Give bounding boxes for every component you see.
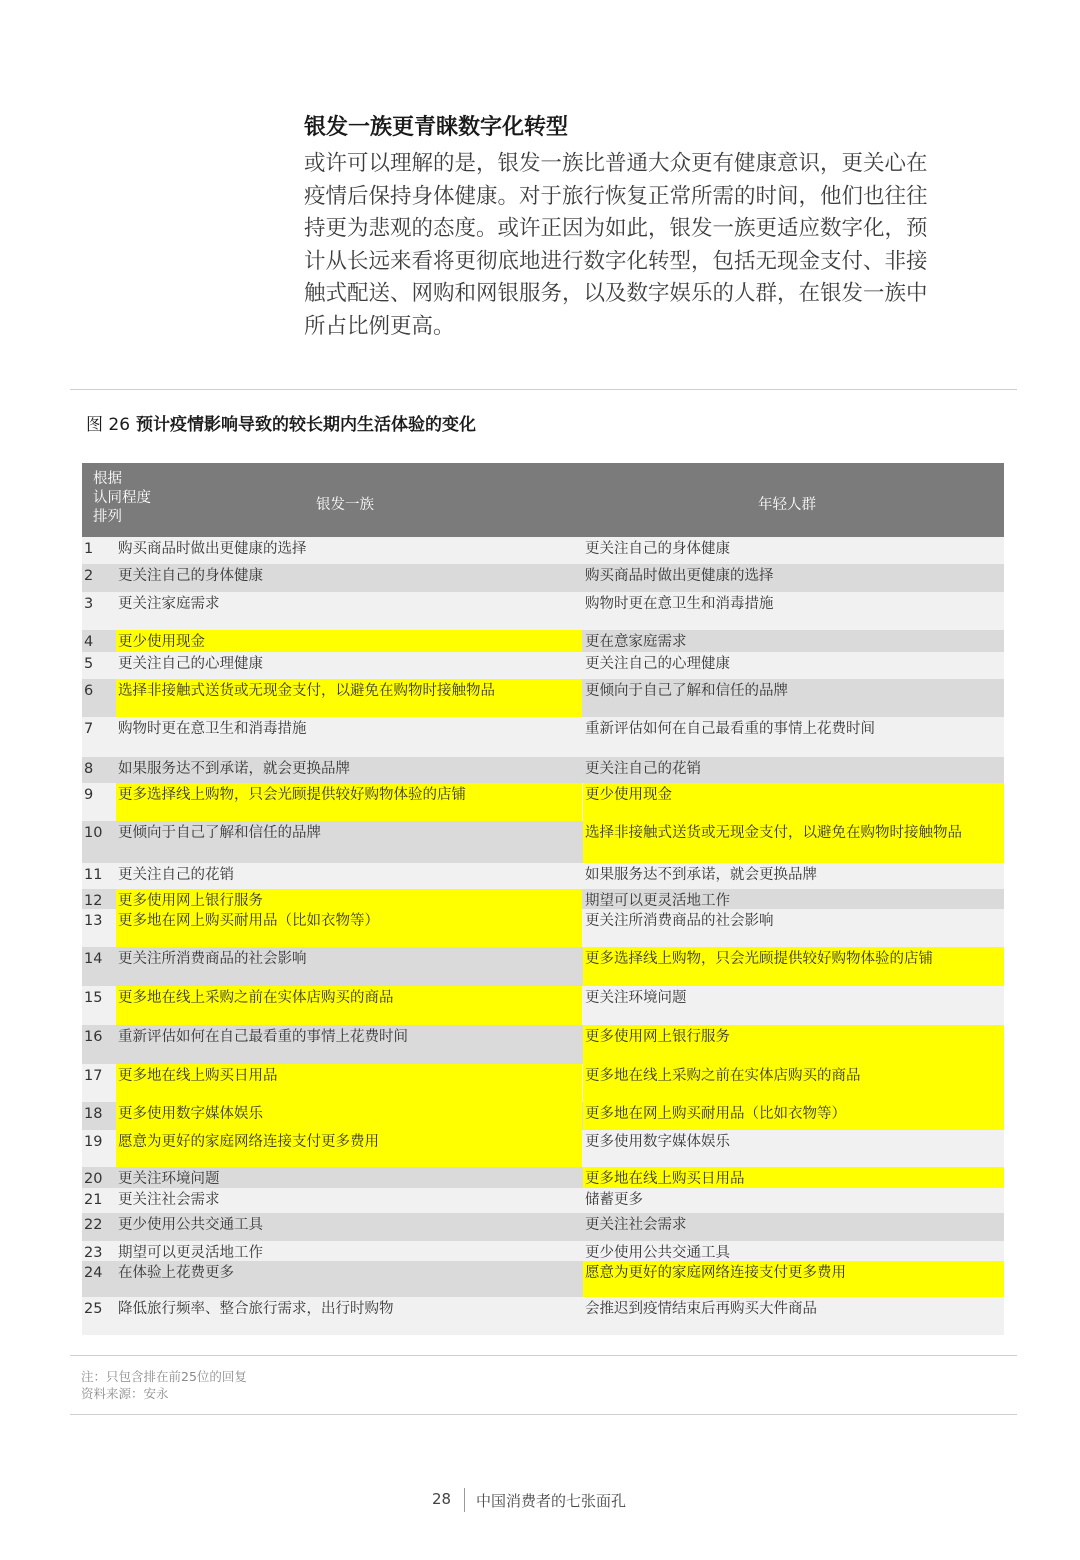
young-cell: 更关注自己的心理健康: [585, 656, 730, 672]
table-row: [82, 717, 1004, 757]
rank-number: 7: [84, 721, 94, 737]
silver-cell: 更关注自己的心理健康: [118, 656, 263, 672]
column-header-young: 年轻人群: [758, 497, 816, 513]
silver-cell: 期望可以更灵活地工作: [118, 1245, 263, 1261]
rank-number: 20: [84, 1171, 103, 1187]
figure-label: 图 26: [86, 415, 131, 435]
table-row: [82, 1130, 1004, 1167]
notes: [81, 1368, 247, 1402]
note-text: 注：只包含排在前25位的回复: [81, 1369, 247, 1384]
silver-cell: 更多地在网上购买耐用品（比如衣物等）: [116, 909, 582, 947]
rank-number: 19: [84, 1134, 103, 1150]
table-row: [82, 1064, 1004, 1102]
table-row: [82, 564, 1004, 592]
table-row: [82, 630, 1004, 652]
divider-table-bottom: [70, 1355, 1017, 1356]
table-row: [82, 1188, 1004, 1213]
young-cell: 购买商品时做出更健康的选择: [585, 568, 774, 584]
table-row: [82, 1167, 1004, 1188]
intro-line: 所占比例更高。: [304, 313, 455, 339]
rank-number: 16: [84, 1029, 103, 1045]
rank-header: [93, 470, 151, 527]
table-row: [82, 986, 1004, 1025]
rank-number: 14: [84, 951, 103, 967]
table-row: [82, 947, 1004, 986]
silver-cell: 如果服务达不到承诺，就会更换品牌: [118, 761, 350, 777]
silver-cell: 更多选择线上购物，只会光顾提供较好购物体验的店铺: [116, 783, 582, 821]
table-row: [82, 592, 1004, 630]
table-row: [82, 783, 1004, 821]
silver-cell: 更多使用网上银行服务: [116, 889, 582, 909]
silver-cell: 更关注自己的身体健康: [118, 568, 263, 584]
table-row: [82, 1213, 1004, 1241]
rank-number: 22: [84, 1217, 103, 1233]
table-row: [82, 821, 1004, 863]
table-row: [82, 757, 1004, 783]
silver-cell: 更关注环境问题: [118, 1171, 220, 1187]
rank-number: 10: [84, 825, 103, 841]
young-cell: 更关注所消费商品的社会影响: [585, 913, 774, 929]
rank-number: 12: [84, 893, 103, 909]
rank-number: 9: [84, 787, 94, 803]
rank-number: 25: [84, 1301, 103, 1317]
silver-cell: 更关注自己的花销: [118, 867, 234, 883]
rank-number: 4: [84, 634, 94, 650]
rank-header-line: 根据: [93, 471, 122, 487]
ranking-table: [82, 463, 1004, 1335]
rank-number: 8: [84, 761, 94, 777]
young-cell: 更多地在线上采购之前在实体店购买的商品: [583, 1064, 1004, 1102]
table-row: [82, 679, 1004, 717]
section-heading: 银发一族更青睐数字化转型: [304, 115, 569, 140]
rank-number: 15: [84, 990, 103, 1006]
table-row: [82, 537, 1004, 564]
young-cell: 更多地在网上购买耐用品（比如衣物等）: [583, 1102, 1004, 1130]
rank-header-line: 排列: [93, 509, 122, 525]
divider-top: [70, 389, 1017, 390]
source-text: 资料来源：安永: [81, 1386, 169, 1401]
rank-number: 13: [84, 913, 103, 929]
figure-title: [86, 410, 476, 435]
young-cell: 期望可以更灵活地工作: [585, 893, 730, 909]
silver-cell: 更关注所消费商品的社会影响: [118, 951, 307, 967]
footer-separator: [464, 1488, 465, 1512]
young-cell: 愿意为更好的家庭网络连接支付更多费用: [583, 1261, 1004, 1297]
table-row: [82, 1241, 1004, 1261]
young-cell: 更少使用现金: [583, 783, 1004, 821]
young-cell: 更关注自己的身体健康: [585, 541, 730, 557]
young-cell: 更在意家庭需求: [585, 634, 687, 650]
intro-paragraph: [304, 148, 1004, 344]
table-body: [82, 537, 1004, 1335]
rank-number: 21: [84, 1192, 103, 1208]
intro-line: 疫情后保持身体健康。对于旅行恢复正常所需的时间，他们也往往: [304, 183, 928, 209]
table-row: [82, 863, 1004, 889]
young-cell: 选择非接触式送货或无现金支付，以避免在购物时接触物品: [583, 821, 1004, 863]
young-cell: 更关注社会需求: [585, 1217, 687, 1233]
young-cell: 如果服务达不到承诺，就会更换品牌: [585, 867, 817, 883]
young-cell: 重新评估如何在自己最看重的事情上花费时间: [585, 721, 875, 737]
young-cell: 更少使用公共交通工具: [585, 1245, 730, 1261]
publication-title: 中国消费者的七张面孔: [476, 1492, 627, 1510]
silver-cell: 在体验上花费更多: [118, 1265, 234, 1281]
intro-line: 计从长远来看将更彻底地进行数字化转型，包括无现金支付、非接: [304, 248, 928, 274]
young-cell: 更多选择线上购物，只会光顾提供较好购物体验的店铺: [583, 947, 1004, 986]
silver-cell: 更倾向于自己了解和信任的品牌: [118, 825, 321, 841]
table-row: [82, 1025, 1004, 1064]
silver-cell: 购物时更在意卫生和消毒措施: [118, 721, 307, 737]
intro-line: 或许可以理解的是，银发一族比普通大众更有健康意识，更关心在: [304, 151, 928, 176]
young-cell: 更多地在线上购买日用品: [583, 1167, 1004, 1188]
young-cell: 储蓄更多: [585, 1192, 643, 1208]
rank-number: 11: [84, 867, 103, 883]
column-header-silver: 银发一族: [316, 497, 374, 513]
intro-line: 触式配送、网购和网银服务，以及数字娱乐的人群，在银发一族中: [304, 281, 928, 307]
rank-number: 23: [84, 1245, 103, 1261]
rank-number: 3: [84, 596, 94, 612]
table-row: [82, 889, 1004, 909]
young-cell: 更多使用网上银行服务: [583, 1025, 1004, 1064]
rank-number: 17: [84, 1068, 103, 1084]
rank-number: 6: [84, 683, 94, 699]
table-row: [82, 652, 1004, 679]
young-cell: 购物时更在意卫生和消毒措施: [585, 596, 774, 612]
table-row: [82, 1261, 1004, 1297]
young-cell: 会推迟到疫情结束后再购买大件商品: [585, 1301, 817, 1317]
young-cell: 更关注环境问题: [585, 990, 687, 1006]
silver-cell: 更关注社会需求: [118, 1192, 220, 1208]
silver-cell: 更多使用数字媒体娱乐: [116, 1102, 582, 1130]
rank-number: 2: [84, 568, 94, 584]
rank-number: 24: [84, 1265, 103, 1281]
silver-cell: 更少使用公共交通工具: [118, 1217, 263, 1233]
table-row: [82, 909, 1004, 947]
rank-number: 18: [84, 1106, 103, 1122]
young-cell: 更倾向于自己了解和信任的品牌: [585, 683, 788, 699]
silver-cell: 更少使用现金: [116, 630, 582, 652]
rank-number: 1: [84, 541, 94, 557]
figure-caption: 预计疫情影响导致的较长期内生活体验的变化: [135, 415, 476, 435]
silver-cell: 降低旅行频率、整合旅行需求，出行时购物: [118, 1301, 394, 1317]
silver-cell: 更多地在线上购买日用品: [116, 1064, 582, 1102]
silver-cell: 愿意为更好的家庭网络连接支付更多费用: [116, 1130, 582, 1167]
table-row: [82, 1297, 1004, 1335]
intro-line: 持更为悲观的态度。或许正因为如此，银发一族更适应数字化，预: [304, 216, 928, 242]
table-header: [82, 463, 1004, 537]
table-row: [82, 1102, 1004, 1130]
page-number: 28: [432, 1490, 452, 1508]
rank-number: 5: [84, 656, 94, 672]
silver-cell: 购买商品时做出更健康的选择: [118, 541, 307, 557]
divider-bottom: [70, 1414, 1017, 1415]
rank-header-line: 认同程度: [93, 490, 151, 506]
young-cell: 更多使用数字媒体娱乐: [585, 1134, 730, 1150]
silver-cell: 更关注家庭需求: [118, 596, 220, 612]
silver-cell: 选择非接触式送货或无现金支付，以避免在购物时接触物品: [116, 679, 582, 717]
silver-cell: 重新评估如何在自己最看重的事情上花费时间: [118, 1029, 408, 1045]
young-cell: 更关注自己的花销: [585, 761, 701, 777]
silver-cell: 更多地在线上采购之前在实体店购买的商品: [116, 986, 582, 1025]
intro-section: [304, 112, 1004, 344]
